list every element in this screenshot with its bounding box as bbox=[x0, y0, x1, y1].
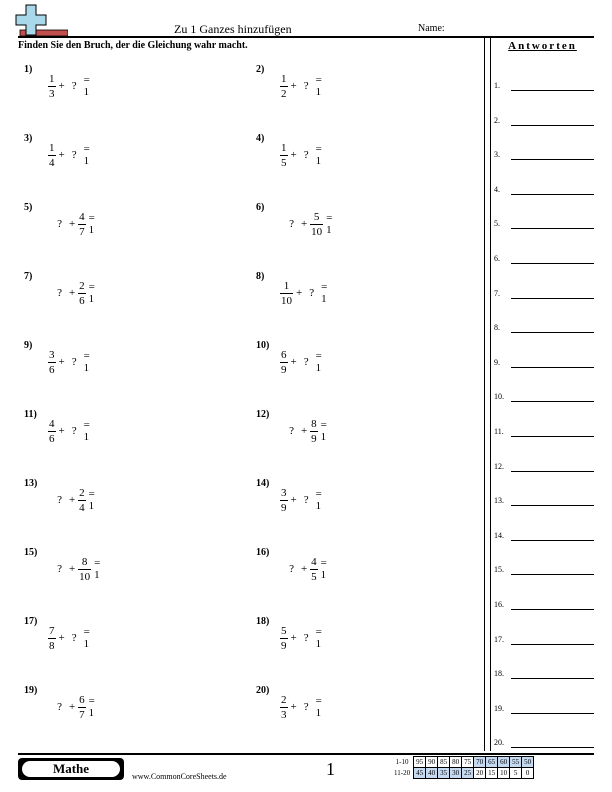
fraction bbox=[280, 348, 288, 377]
score-cell: 95 bbox=[414, 757, 426, 768]
score-cell: 75 bbox=[462, 757, 474, 768]
answer-rule bbox=[511, 332, 594, 333]
plus-sign: + bbox=[58, 425, 65, 437]
score-cell: 80 bbox=[450, 757, 462, 768]
fraction bbox=[78, 279, 86, 308]
problem-number: 9) bbox=[24, 340, 33, 351]
score-cell: 10 bbox=[498, 768, 510, 779]
numerator: 6 bbox=[281, 348, 287, 361]
unknown-marker: ? bbox=[289, 425, 294, 437]
unknown-marker: ? bbox=[57, 494, 62, 506]
equals-one: = 1 bbox=[320, 419, 327, 443]
numerator: 2 bbox=[79, 486, 85, 499]
answer-number: 5. bbox=[494, 219, 500, 229]
answer-number: 9. bbox=[494, 357, 500, 367]
equals-one: = 1 bbox=[83, 419, 90, 443]
answer-line[interactable] bbox=[494, 181, 594, 195]
denominator: 9 bbox=[281, 363, 287, 376]
fraction bbox=[280, 486, 288, 515]
answer-rule bbox=[511, 540, 594, 541]
answer-number: 15. bbox=[494, 565, 504, 575]
answer-number: 7. bbox=[494, 288, 500, 298]
equation bbox=[278, 64, 323, 108]
denominator: 8 bbox=[49, 639, 55, 652]
problem-number: 17) bbox=[24, 616, 38, 627]
plus-sign: + bbox=[68, 287, 76, 299]
problem-number: 10) bbox=[256, 340, 270, 351]
answer-line[interactable] bbox=[494, 77, 594, 91]
denominator: 10 bbox=[281, 294, 292, 307]
denominator: 10 bbox=[311, 225, 323, 238]
answer-number: 11. bbox=[494, 427, 504, 436]
equation bbox=[278, 133, 323, 177]
answer-line[interactable] bbox=[494, 423, 594, 437]
answer-rule bbox=[511, 228, 594, 229]
instructions: Finden Sie den Bruch, der die Gleichung wahr macht. bbox=[18, 40, 248, 51]
numerator: 1 bbox=[49, 141, 55, 154]
problem-number: 8) bbox=[256, 271, 265, 282]
plus-sign: + bbox=[68, 494, 76, 506]
denominator: 9 bbox=[311, 432, 317, 445]
unknown-marker: ? bbox=[309, 287, 315, 299]
unknown-marker: ? bbox=[303, 701, 309, 713]
plus-sign: + bbox=[290, 632, 297, 644]
answer-number: 2. bbox=[494, 115, 500, 125]
equals-one: = 1 bbox=[326, 212, 333, 236]
problem-number: 13) bbox=[24, 478, 38, 489]
answer-rule bbox=[511, 505, 594, 506]
equals-one: = 1 bbox=[315, 350, 322, 374]
answer-line[interactable] bbox=[494, 527, 594, 541]
problem-number: 4) bbox=[256, 133, 265, 144]
plus-sign: + bbox=[68, 701, 76, 713]
score-row bbox=[394, 757, 534, 768]
answer-line[interactable] bbox=[494, 250, 594, 264]
equation bbox=[278, 202, 336, 246]
answer-line[interactable] bbox=[494, 734, 594, 748]
answer-number: 17. bbox=[494, 634, 504, 644]
equation bbox=[46, 616, 91, 660]
equation bbox=[278, 685, 323, 729]
equation bbox=[278, 616, 323, 660]
answer-rule bbox=[511, 298, 594, 299]
equation bbox=[278, 271, 328, 315]
problem-number: 3) bbox=[24, 133, 33, 144]
subject-badge bbox=[18, 758, 124, 780]
answer-number: 4. bbox=[494, 184, 500, 194]
problem-number: 12) bbox=[256, 409, 270, 420]
answer-number: 1. bbox=[494, 81, 500, 90]
fraction bbox=[280, 279, 293, 308]
fraction bbox=[48, 348, 56, 377]
equation bbox=[46, 133, 91, 177]
answer-number: 20. bbox=[494, 738, 504, 748]
plus-sign: + bbox=[290, 701, 297, 713]
problem-number: 18) bbox=[256, 616, 270, 627]
answer-rule bbox=[511, 194, 594, 195]
fraction bbox=[78, 486, 86, 515]
answer-number: 8. bbox=[494, 323, 500, 333]
denominator: 2 bbox=[281, 87, 287, 100]
equation bbox=[46, 271, 99, 315]
equation bbox=[46, 478, 99, 522]
score-cell: 30 bbox=[450, 768, 462, 779]
problem-number: 15) bbox=[24, 547, 38, 558]
unknown-marker: ? bbox=[303, 149, 309, 161]
equals-one: = 1 bbox=[88, 212, 95, 236]
equals-one: = 1 bbox=[321, 281, 328, 305]
fraction bbox=[48, 417, 56, 446]
answer-rule bbox=[511, 159, 594, 160]
answer-rule bbox=[511, 436, 594, 437]
equation bbox=[278, 478, 323, 522]
answer-rule bbox=[511, 644, 594, 645]
score-cell: 50 bbox=[522, 757, 534, 768]
unknown-marker: ? bbox=[71, 425, 77, 437]
equals-one: = 1 bbox=[320, 557, 327, 581]
plus-sign: + bbox=[58, 80, 65, 92]
unknown-marker: ? bbox=[303, 80, 309, 92]
numerator: 1 bbox=[49, 72, 55, 85]
score-cell: 20 bbox=[474, 768, 486, 779]
answer-line[interactable] bbox=[494, 388, 594, 402]
numerator: 5 bbox=[281, 624, 287, 637]
answer-rule bbox=[511, 678, 594, 679]
numerator: 4 bbox=[311, 555, 317, 568]
unknown-marker: ? bbox=[57, 218, 62, 230]
equals-one: = 1 bbox=[315, 143, 322, 167]
numerator: 3 bbox=[281, 486, 287, 499]
answer-line[interactable] bbox=[494, 319, 594, 333]
fraction bbox=[280, 141, 288, 170]
denominator: 9 bbox=[281, 501, 287, 514]
score-cell: 60 bbox=[498, 757, 510, 768]
answer-number: 14. bbox=[494, 530, 504, 540]
numerator: 1 bbox=[281, 72, 287, 85]
equals-one: = 1 bbox=[83, 626, 90, 650]
fraction bbox=[310, 555, 318, 584]
numerator: 8 bbox=[81, 555, 88, 568]
answer-rule bbox=[511, 367, 594, 368]
score-cell: 65 bbox=[486, 757, 498, 768]
subject-badge-label: Mathe bbox=[22, 761, 120, 777]
equals-one: = 1 bbox=[315, 488, 322, 512]
unknown-marker: ? bbox=[57, 563, 62, 575]
answer-line[interactable] bbox=[494, 492, 594, 506]
problem-number: 2) bbox=[256, 64, 265, 75]
denominator: 3 bbox=[49, 87, 55, 100]
numerator: 2 bbox=[281, 693, 287, 706]
answer-rule bbox=[511, 125, 594, 126]
answer-number: 10. bbox=[494, 392, 504, 402]
equals-one: = 1 bbox=[83, 74, 90, 98]
equals-one: = 1 bbox=[83, 143, 90, 167]
score-cell: 35 bbox=[438, 768, 450, 779]
answer-rule bbox=[511, 713, 594, 714]
worksheet-title: Zu 1 Ganzes hinzufügen bbox=[174, 22, 292, 36]
answer-number: 19. bbox=[494, 703, 504, 713]
answer-number: 16. bbox=[494, 600, 504, 609]
numerator: 5 bbox=[313, 210, 320, 223]
answer-line[interactable] bbox=[494, 458, 594, 472]
score-cell: 45 bbox=[414, 768, 426, 779]
answer-line[interactable] bbox=[494, 631, 594, 645]
score-cell: 0 bbox=[522, 768, 534, 779]
unknown-marker: ? bbox=[289, 218, 294, 230]
answer-rule bbox=[511, 263, 594, 264]
plus-sign: + bbox=[290, 494, 297, 506]
plus-sign: + bbox=[68, 218, 76, 230]
equals-one: = 1 bbox=[88, 281, 95, 305]
problem-number: 16) bbox=[256, 547, 270, 558]
denominator: 9 bbox=[281, 639, 287, 652]
equation bbox=[46, 685, 99, 729]
answer-line[interactable] bbox=[494, 665, 594, 679]
fraction bbox=[280, 72, 288, 101]
unknown-marker: ? bbox=[71, 632, 77, 644]
answer-line[interactable] bbox=[494, 146, 594, 160]
plus-sign: + bbox=[58, 632, 65, 644]
equals-one: = 1 bbox=[94, 557, 101, 581]
equation bbox=[46, 202, 99, 246]
unknown-marker: ? bbox=[57, 701, 62, 713]
plus-sign: + bbox=[300, 425, 308, 437]
score-cell: 5 bbox=[510, 768, 522, 779]
score-row-label: 11-20 bbox=[394, 769, 411, 777]
denominator: 4 bbox=[49, 156, 55, 169]
footer-rule bbox=[18, 753, 594, 755]
score-cell: 15 bbox=[486, 768, 498, 779]
equals-one: = 1 bbox=[88, 488, 95, 512]
unknown-marker: ? bbox=[303, 356, 309, 368]
fraction bbox=[48, 72, 56, 101]
answer-rule bbox=[511, 90, 594, 91]
denominator: 7 bbox=[79, 708, 85, 721]
answer-line[interactable] bbox=[494, 285, 594, 299]
equation bbox=[46, 64, 91, 108]
fraction bbox=[78, 555, 91, 584]
score-cell: 55 bbox=[510, 757, 522, 768]
fraction bbox=[48, 141, 56, 170]
fraction bbox=[310, 417, 318, 446]
numerator: 1 bbox=[281, 141, 287, 154]
score-row bbox=[394, 768, 534, 779]
score-cell: 25 bbox=[462, 768, 474, 779]
numerator: 6 bbox=[79, 693, 85, 706]
numerator: 2 bbox=[79, 279, 85, 292]
answer-rule bbox=[511, 574, 594, 575]
answer-number: 6. bbox=[494, 254, 500, 263]
equals-one: = 1 bbox=[315, 695, 322, 719]
plus-sign: + bbox=[290, 149, 297, 161]
problem-number: 7) bbox=[24, 271, 33, 282]
equation bbox=[46, 340, 91, 384]
numerator: 3 bbox=[49, 348, 55, 361]
unknown-marker: ? bbox=[57, 287, 62, 299]
plus-sign: + bbox=[58, 356, 65, 368]
denominator: 6 bbox=[49, 363, 55, 376]
answer-number: 13. bbox=[494, 496, 504, 506]
plus-sign: + bbox=[300, 563, 308, 575]
answer-line[interactable] bbox=[494, 561, 594, 575]
problem-number: 11) bbox=[24, 409, 37, 420]
numerator: 4 bbox=[49, 417, 55, 430]
unknown-marker: ? bbox=[303, 494, 309, 506]
unknown-marker: ? bbox=[289, 563, 294, 575]
denominator: 5 bbox=[281, 156, 287, 169]
problem-number: 14) bbox=[256, 478, 270, 489]
answer-line[interactable] bbox=[494, 700, 594, 714]
score-cell: 90 bbox=[426, 757, 438, 768]
equation bbox=[278, 547, 331, 591]
denominator: 3 bbox=[281, 708, 287, 721]
equation bbox=[46, 409, 91, 453]
equals-one: = 1 bbox=[315, 74, 322, 98]
score-table bbox=[394, 756, 534, 779]
fraction bbox=[78, 693, 86, 722]
unknown-marker: ? bbox=[71, 149, 77, 161]
denominator: 7 bbox=[79, 225, 85, 238]
plus-sign: + bbox=[290, 356, 297, 368]
equation bbox=[46, 547, 104, 591]
fraction bbox=[48, 624, 56, 653]
problem-number: 1) bbox=[24, 64, 33, 75]
score-cell: 40 bbox=[426, 768, 438, 779]
denominator: 4 bbox=[79, 501, 85, 514]
denominator: 5 bbox=[311, 570, 317, 583]
fraction bbox=[280, 693, 288, 722]
answer-number: 3. bbox=[494, 150, 500, 160]
equation bbox=[278, 340, 323, 384]
plus-sign: + bbox=[290, 80, 297, 92]
denominator: 6 bbox=[79, 294, 85, 307]
answer-rule bbox=[511, 401, 594, 402]
problem-number: 20) bbox=[256, 685, 270, 696]
answer-rule bbox=[511, 609, 594, 610]
problem-number: 6) bbox=[256, 202, 265, 213]
equals-one: = 1 bbox=[88, 695, 95, 719]
problem-number: 19) bbox=[24, 685, 38, 696]
plus-sign: + bbox=[296, 287, 303, 299]
answer-number: 18. bbox=[494, 669, 504, 679]
answer-number: 12. bbox=[494, 461, 504, 471]
plus-sign: + bbox=[58, 149, 65, 161]
plus-sign: + bbox=[68, 563, 76, 575]
unknown-marker: ? bbox=[71, 356, 77, 368]
answers-title: Antworten bbox=[508, 40, 577, 52]
answer-line[interactable] bbox=[494, 354, 594, 368]
answer-line[interactable] bbox=[494, 596, 594, 610]
numerator: 1 bbox=[283, 279, 290, 292]
unknown-marker: ? bbox=[71, 80, 77, 92]
fraction bbox=[78, 210, 86, 239]
plus-logo-icon bbox=[4, 2, 68, 36]
denominator: 10 bbox=[79, 570, 91, 583]
numerator: 4 bbox=[79, 210, 85, 223]
fraction bbox=[280, 624, 288, 653]
denominator: 6 bbox=[49, 432, 55, 445]
score-cell: 70 bbox=[474, 757, 486, 768]
header-rule bbox=[18, 36, 594, 38]
unknown-marker: ? bbox=[303, 632, 309, 644]
numerator: 8 bbox=[311, 417, 317, 430]
equals-one: = 1 bbox=[315, 626, 322, 650]
answer-line[interactable] bbox=[494, 112, 594, 126]
answer-rule bbox=[511, 747, 594, 748]
page-number: 1 bbox=[326, 759, 335, 779]
answer-rule bbox=[511, 471, 594, 472]
plus-sign: + bbox=[300, 218, 308, 230]
site-url: www.CommonCoreSheets.de bbox=[132, 772, 227, 781]
equals-one: = 1 bbox=[83, 350, 90, 374]
numerator: 7 bbox=[49, 624, 55, 637]
equation bbox=[278, 409, 331, 453]
answer-line[interactable] bbox=[494, 215, 594, 229]
fraction bbox=[310, 210, 323, 239]
score-cell: 85 bbox=[438, 757, 450, 768]
name-label: Name: bbox=[418, 23, 445, 34]
score-row-label: 1-10 bbox=[395, 758, 409, 766]
problem-number: 5) bbox=[24, 202, 33, 213]
column-divider bbox=[484, 37, 491, 751]
